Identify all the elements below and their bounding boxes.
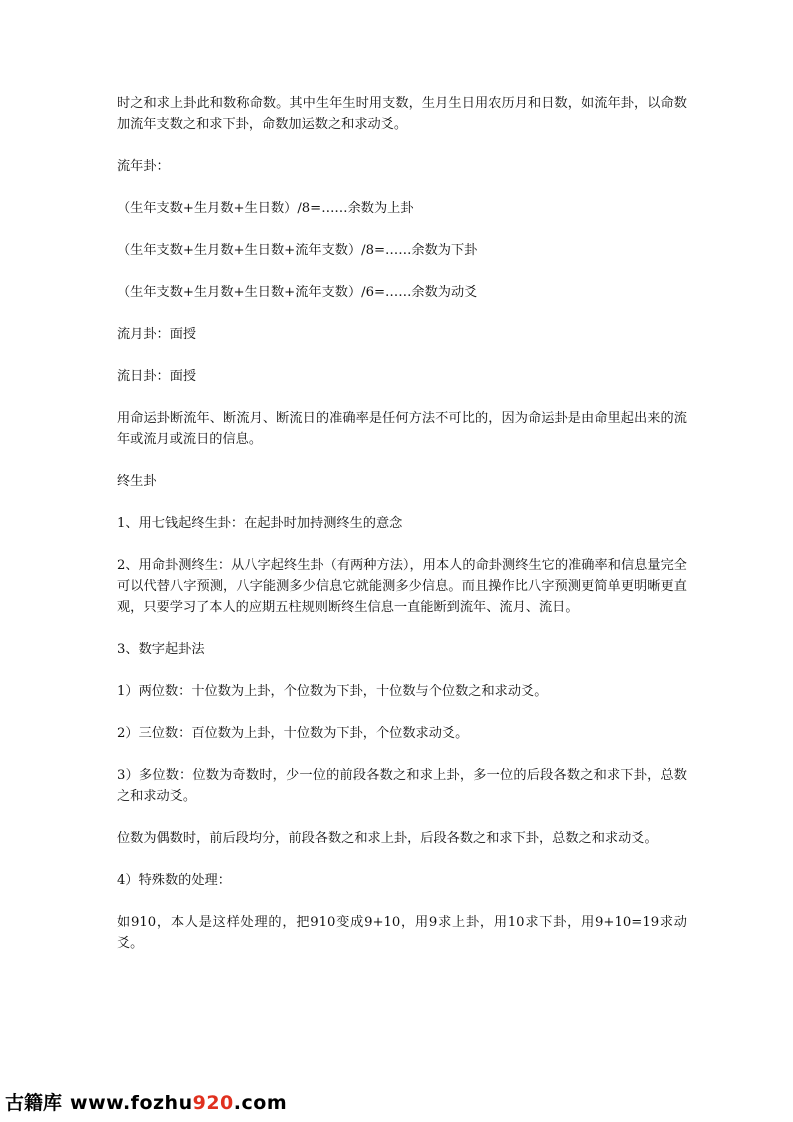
paragraph: 1、用七钱起终生卦：在起卦时加持测终生的意念 <box>117 516 403 531</box>
paragraph: 时之和求上卦此和数称命数。其中生年生时用支数，生月生日用农历月和日数，如流年卦，以命数加流年支数之和求下卦，命数加运数之和求动爻。 <box>117 96 687 132</box>
paragraph: （生年支数+生月数+生日数+流年支数）/6=……余数为动爻 <box>117 285 478 300</box>
paragraph: 如910，本人是这样处理的，把910变成9+10，用9求上卦，用10求下卦，用9+10=19求动爻。 <box>117 915 687 951</box>
watermark-brand: 古籍库 <box>5 1092 63 1114</box>
paragraph: 位数为偶数时，前后段均分，前段各数之和求上卦，后段各数之和求下卦，总数之和求动爻。 <box>117 831 658 846</box>
watermark-site-accent: 920 <box>192 1092 234 1114</box>
watermark-site-suffix: .com <box>233 1092 288 1114</box>
section-heading: 终生卦 <box>117 474 157 489</box>
paragraph: 流日卦：面授 <box>117 369 197 384</box>
paragraph: 用命运卦断流年、断流月、断流日的准确率是任何方法不可比的，因为命运卦是由命里起出来的流年或流月或流日的信息。 <box>117 411 687 447</box>
paragraph: （生年支数+生月数+生日数）/8=……余数为上卦 <box>117 201 414 216</box>
watermark-footer <box>5 1088 287 1118</box>
paragraph: （生年支数+生月数+生日数+流年支数）/8=……余数为下卦 <box>117 243 478 258</box>
paragraph: 流月卦：面授 <box>117 327 197 342</box>
document-body <box>117 93 687 975</box>
paragraph: 流年卦： <box>117 159 170 174</box>
paragraph: 3）多位数：位数为奇数时，少一位的前段各数之和求上卦，多一位的后段各数之和求下卦，总数之和求动爻。 <box>117 768 687 804</box>
watermark-site <box>70 1092 287 1114</box>
paragraph: 1）两位数：十位数为上卦，个位数为下卦，十位数与个位数之和求动爻。 <box>117 684 548 699</box>
paragraph: 3、数字起卦法 <box>117 642 205 657</box>
watermark-site-prefix: www.fozhu <box>70 1092 193 1114</box>
paragraph: 2）三位数：百位数为上卦，十位数为下卦，个位数求动爻。 <box>117 726 469 741</box>
paragraph: 4）特殊数的处理： <box>117 873 231 888</box>
paragraph: 2、用命卦测终生：从八字起终生卦（有两种方法），用本人的命卦测终生它的准确率和信息量完全可以代替八字预测，八字能测多少信息它就能测多少信息。而且操作比八字预测更简单更明晰更直观，只要学习了本人的应期五柱规则断终生信息一直能断到流年、流月、流日。 <box>117 558 687 615</box>
